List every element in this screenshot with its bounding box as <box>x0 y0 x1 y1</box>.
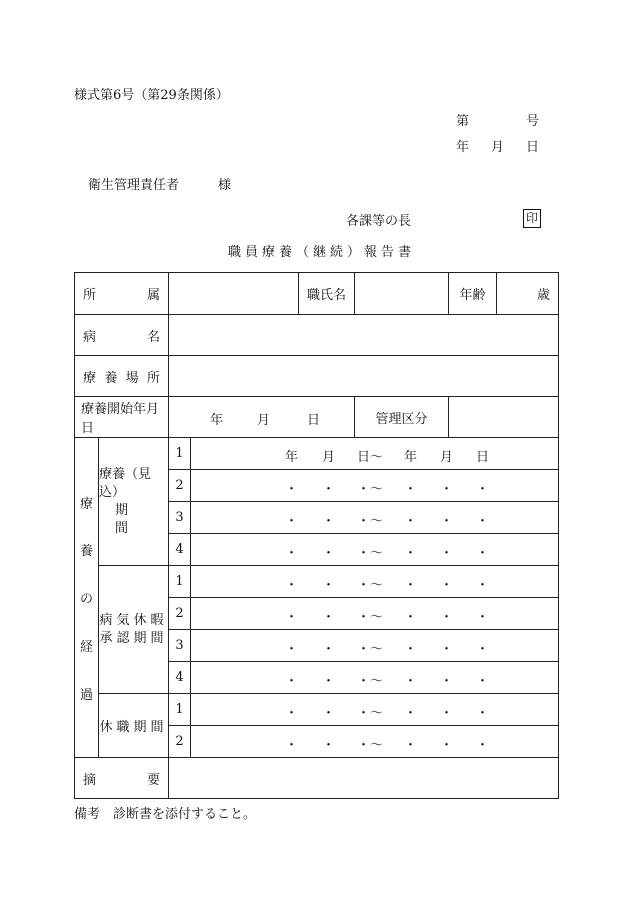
date-range-field[interactable] <box>191 598 559 630</box>
dot-month-from: ・ <box>322 513 336 529</box>
disease-label-cell: 病 名 <box>75 315 169 356</box>
document-number-label: 第 <box>456 114 470 129</box>
date-range-field[interactable] <box>191 502 559 534</box>
dot-day-from: ・〜 <box>357 673 384 689</box>
dot-month-to: ・ <box>440 673 454 689</box>
dot-year-from: ・ <box>285 513 299 529</box>
row-number: 2 <box>169 726 191 758</box>
dot-month-to: ・ <box>440 481 454 497</box>
dot-day-to: ・ <box>476 545 490 561</box>
issue-day-label: 日 <box>526 140 540 155</box>
dot-day-from: ・〜 <box>357 513 384 529</box>
place-label-cell: 療 養 場 所 <box>75 356 169 397</box>
dot-year-from: ・ <box>285 705 299 721</box>
dot-year-from: ・ <box>285 641 299 657</box>
age-unit: 歳 <box>536 288 550 303</box>
row-number: 2 <box>169 598 191 630</box>
row-disease <box>75 315 559 356</box>
row-number: 1 <box>169 566 191 598</box>
dot-day-from: ・〜 <box>357 705 384 721</box>
sick-leave-label-cell <box>99 566 169 694</box>
row-start-date <box>75 397 559 438</box>
course-row <box>75 566 559 598</box>
date-range-field[interactable] <box>191 694 559 726</box>
place-field[interactable] <box>169 356 559 397</box>
course-label-cell: 療 養 の 経 過 <box>75 438 99 758</box>
issue-year-label: 年 <box>456 140 470 155</box>
dot-day-from: ・〜 <box>357 609 384 625</box>
row-number: 1 <box>169 438 191 470</box>
range-month-to: 月 <box>440 449 454 465</box>
management-label: 管理区分 <box>355 397 449 438</box>
range-day-to: 日 <box>476 449 490 465</box>
dot-year-from: ・ <box>285 545 299 561</box>
sick-leave-label-line1: 病気休暇 <box>99 612 168 628</box>
dot-year-to: ・ <box>404 609 418 625</box>
dot-year-to: ・ <box>404 577 418 593</box>
staff-name-label: 職氏名 <box>299 273 355 315</box>
row-number: 4 <box>169 534 191 566</box>
dot-month-to: ・ <box>440 545 454 561</box>
period-label-line2: 期間 <box>115 502 145 536</box>
dot-month-to: ・ <box>440 609 454 625</box>
remarks-note: 備考 診断書を添付すること。 <box>74 807 257 822</box>
age-label: 年齢 <box>449 273 497 315</box>
dot-day-to: ・ <box>476 513 490 529</box>
row-summary <box>75 758 559 799</box>
dot-day-to: ・ <box>476 577 490 593</box>
dot-day-to: ・ <box>476 641 490 657</box>
issue-month-label: 月 <box>491 140 505 155</box>
dot-month-to: ・ <box>440 705 454 721</box>
document-number-suffix: 号 <box>526 114 540 129</box>
dot-month-to: ・ <box>440 737 454 753</box>
start-date-label: 療養開始年月日 <box>75 397 169 438</box>
seal-mark: 印 <box>523 209 541 228</box>
dot-day-from: ・〜 <box>357 545 384 561</box>
dot-day-from: ・〜 <box>357 481 384 497</box>
start-month-label: 月 <box>257 413 271 428</box>
dot-year-to: ・ <box>404 705 418 721</box>
affiliation-label-cell: 所 属 <box>75 273 169 315</box>
summary-field[interactable] <box>169 758 559 799</box>
dot-day-from: ・〜 <box>357 737 384 753</box>
addressee-title: 衛生管理責任者 <box>88 178 180 193</box>
dot-day-to: ・ <box>476 481 490 497</box>
range-day-from: 日〜 <box>357 449 384 465</box>
dot-month-from: ・ <box>322 577 336 593</box>
row-number: 4 <box>169 662 191 694</box>
dot-month-to: ・ <box>440 513 454 529</box>
addressee-honorific: 様 <box>218 178 232 193</box>
dot-month-from: ・ <box>322 673 336 689</box>
start-year-label: 年 <box>210 413 224 428</box>
date-range-field[interactable] <box>191 534 559 566</box>
dot-year-from: ・ <box>285 609 299 625</box>
dot-month-to: ・ <box>440 577 454 593</box>
dot-month-from: ・ <box>322 641 336 657</box>
dot-day-to: ・ <box>476 705 490 721</box>
range-month-from: 月 <box>322 449 336 465</box>
dot-month-from: ・ <box>322 481 336 497</box>
dot-year-from: ・ <box>285 737 299 753</box>
row-number: 3 <box>169 630 191 662</box>
start-date-field[interactable] <box>169 397 355 438</box>
dot-month-to: ・ <box>440 641 454 657</box>
dot-month-from: ・ <box>322 705 336 721</box>
row-number: 3 <box>169 502 191 534</box>
form-number: 様式第6号（第29条関係） <box>74 88 229 103</box>
course-row <box>75 438 559 470</box>
dot-day-to: ・ <box>476 609 490 625</box>
dot-year-to: ・ <box>404 673 418 689</box>
course-row <box>75 694 559 726</box>
range-year-to: 年 <box>404 449 418 465</box>
row-affiliation <box>75 273 559 315</box>
report-table <box>74 272 559 799</box>
suspension-label: 休職期間 <box>99 694 169 758</box>
staff-name-field[interactable] <box>355 273 449 315</box>
affiliation-field[interactable] <box>169 273 299 315</box>
document-title: 職員療養（継続）報告書 <box>228 245 416 260</box>
dot-year-from: ・ <box>285 481 299 497</box>
dot-year-from: ・ <box>285 577 299 593</box>
period-label-line1: 療養（見込） <box>99 466 152 500</box>
dot-month-from: ・ <box>322 737 336 753</box>
dot-month-from: ・ <box>322 545 336 561</box>
dot-year-to: ・ <box>404 481 418 497</box>
date-range-field[interactable] <box>191 726 559 758</box>
dot-year-to: ・ <box>404 513 418 529</box>
range-year-from: 年 <box>285 449 299 465</box>
date-range-field[interactable] <box>191 630 559 662</box>
dot-year-to: ・ <box>404 641 418 657</box>
date-range-field[interactable] <box>191 662 559 694</box>
date-range-field[interactable] <box>191 566 559 598</box>
row-place <box>75 356 559 397</box>
date-range-field[interactable] <box>191 470 559 502</box>
dot-day-to: ・ <box>476 673 490 689</box>
sick-leave-label-line2: 承認期間 <box>99 630 168 646</box>
dot-year-to: ・ <box>404 545 418 561</box>
disease-name-field[interactable] <box>169 315 559 356</box>
dot-day-to: ・ <box>476 737 490 753</box>
row-number: 1 <box>169 694 191 726</box>
date-range-field[interactable] <box>191 438 559 470</box>
row-number: 2 <box>169 470 191 502</box>
dot-day-from: ・〜 <box>357 577 384 593</box>
dot-day-from: ・〜 <box>357 641 384 657</box>
period-label-cell <box>99 438 169 566</box>
summary-label-cell: 摘 要 <box>75 758 169 799</box>
dot-month-from: ・ <box>322 609 336 625</box>
sender-title: 各課等の長 <box>346 214 412 229</box>
start-day-label: 日 <box>307 413 321 428</box>
dot-year-to: ・ <box>404 737 418 753</box>
management-field[interactable] <box>449 397 559 438</box>
age-field[interactable] <box>497 273 559 315</box>
dot-year-from: ・ <box>285 673 299 689</box>
